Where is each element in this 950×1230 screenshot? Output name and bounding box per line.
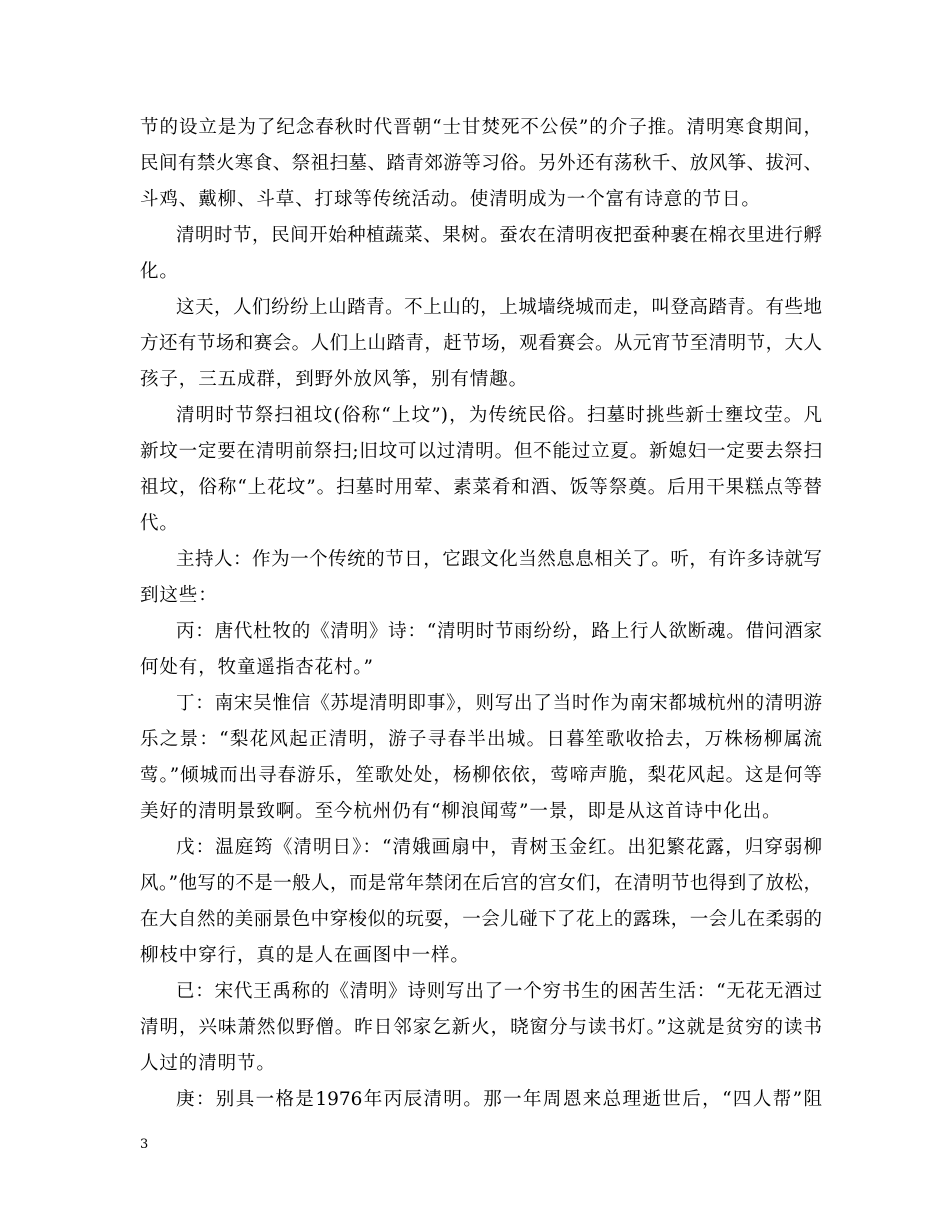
text-line: 到这些： <box>140 585 218 606</box>
text-line: 人过的清明节。 <box>140 1053 276 1074</box>
text-line: 民间有禁火寒食、祭祖扫墓、踏青郊游等习俗。另外还有荡秋千、放风筝、拔河、 <box>140 153 822 174</box>
text-line: 化。 <box>140 261 179 282</box>
text-line: 主持人：作为一个传统的节日，它跟文化当然息息相关了。听，有许多诗就写 <box>176 549 822 570</box>
text-line: 节的设立是为了纪念春秋时代晋朝“士甘焚死不公侯”的介子推。清明寒食期间， <box>140 117 822 138</box>
text-line: 在大自然的美丽景色中穿梭似的玩耍，一会儿碰下了花上的露珠，一会儿在柔弱的 <box>140 909 822 930</box>
text-line: 这天，人们纷纷上山踏青。不上山的，上城墙绕城而走，叫登高踏青。有些地 <box>176 297 822 318</box>
text-line: 已：宋代王禹称的《清明》诗则写出了一个穷书生的困苦生活：“无花无酒过 <box>176 981 822 1002</box>
text-line: 方还有节场和赛会。人们上山踏青，赶节场，观看赛会。从元宵节至清明节，大人 <box>140 333 822 354</box>
text-line: 莺。”倾城而出寻春游乐，笙歌处处，杨柳依依，莺啼声脆，梨花风起。这是何等 <box>140 765 822 786</box>
text-line: 美好的清明景致啊。至今杭州仍有“柳浪闻莺”一景，即是从这首诗中化出。 <box>140 801 782 822</box>
text-line: 何处有，牧童遥指杏花村。” <box>140 657 374 678</box>
text-line: 戊：温庭筠《清明日》：“清娥画扇中，青树玉金红。出犯繁花露，归穿弱柳 <box>176 837 822 858</box>
text-line: 清明时节，民间开始种植蔬菜、果树。蚕农在清明夜把蚕种裹在棉衣里进行孵 <box>176 225 822 246</box>
text-line: 丙：唐代杜牧的《清明》诗：“清明时节雨纷纷，路上行人欲断魂。借问酒家 <box>176 621 822 642</box>
text-line: 斗鸡、戴柳、斗草、打球等传统活动。使清明成为一个富有诗意的节日。 <box>140 189 761 210</box>
text-line: 清明，兴味萧然似野僧。昨日邻家乞新火，晓窗分与读书灯。”这就是贫穷的读书 <box>140 1017 822 1038</box>
text-line: 代。 <box>140 513 179 534</box>
text-line: 祖坟，俗称“上花坟”。扫墓时用荤、素菜肴和酒、饭等祭奠。后用干果糕点等替 <box>140 477 822 498</box>
text-line: 柳枝中穿行，真的是人在画图中一样。 <box>140 945 470 966</box>
text-line: 丁：南宋吴惟信《苏堤清明即事》，则写出了当时作为南宋都城杭州的清明游 <box>176 693 822 714</box>
page-number: 3 <box>140 1137 149 1152</box>
text-line: 新坟一定要在清明前祭扫;旧坟可以过清明。但不能过立夏。新媳妇一定要去祭扫 <box>140 441 822 462</box>
text-line: 庚：别具一格是1976年丙辰清明。那一年周恩来总理逝世后，“四人帮”阻 <box>176 1089 822 1110</box>
text-line: 清明时节祭扫祖坟(俗称“上坟”)，为传统民俗。扫墓时挑些新士壅坟茔。凡 <box>176 405 822 426</box>
text-line: 乐之景：“梨花风起正清明，游子寻春半出城。日暮笙歌收拾去，万株杨柳属流 <box>140 729 822 750</box>
text-line: 风。”他写的不是一般人，而是常年禁闭在后宫的宫女们，在清明节也得到了放松， <box>140 873 822 894</box>
text-line: 孩子，三五成群，到野外放风筝，别有情趣。 <box>140 369 529 390</box>
